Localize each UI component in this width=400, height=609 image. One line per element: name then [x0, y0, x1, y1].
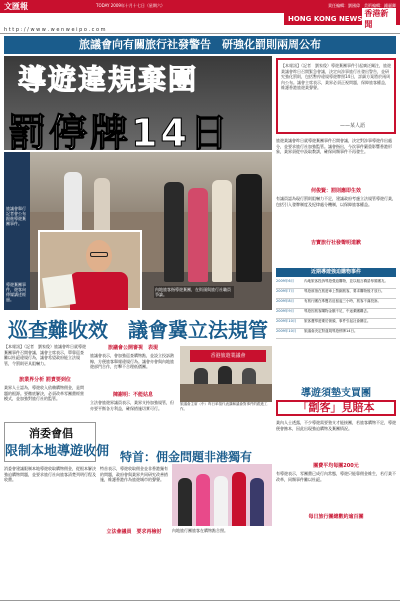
- inset-photo: [38, 230, 142, 310]
- website-url: h t t p : / / w w w . w e n w e i p o . c o m: [0, 26, 400, 34]
- mid-center-subheading: 旅議會公開審視 表現: [107, 345, 158, 351]
- right-bottom-subheading-2: 每日旅行團總數約逾百團: [308, 514, 364, 520]
- table-date: 2009年9月: [276, 309, 295, 313]
- left-caption-1: 旅議會舉行記者會公布跟進導遊棄團事件。: [6, 206, 26, 226]
- person-figure: [212, 180, 232, 282]
- right-bottom-subheading-1: 團費平均每團200元: [313, 463, 359, 469]
- right-bottom-column: [276, 420, 396, 522]
- mid-center-subheading-2: 陳謝明：不能姑息: [112, 392, 153, 398]
- glasses-icon: [90, 252, 108, 257]
- table-row: [276, 289, 396, 299]
- inset-document: [42, 274, 76, 308]
- right-column: [276, 138, 396, 248]
- mid-headline: 巡查難收效 議會冀立法規管: [8, 318, 268, 342]
- person-figure: [214, 476, 228, 526]
- mid-left-subheading: 旅業界分析 罰責要到位: [19, 377, 71, 383]
- table-text: 內地旅客投訴導遊強迫購物，並以粗言穢語辱罵團友。: [304, 279, 388, 283]
- hero-banner: [4, 56, 272, 150]
- inset-shirt: [70, 272, 128, 310]
- person-figure: [250, 478, 264, 526]
- mid-left-column: [4, 344, 86, 421]
- table-text: 旅議會決定對違規導遊停牌14日。: [304, 329, 358, 333]
- quote-box: [276, 58, 396, 134]
- quote-signature: ——某人語: [340, 123, 366, 129]
- table-date: 2009年10月: [276, 329, 297, 333]
- bottom-headline: 特首：佣金問題非港獨有: [119, 450, 252, 464]
- top-headline: 旅議會向有關旅行社發警告 研強化罰則兩周公布: [4, 36, 396, 54]
- right-bottom-paragraph-1: 業內人士透露，不少導遊需要墊支才能接團，若旅客購物不足，導遊便會蝕本，因此出現強迫購物及棄團情況。: [276, 420, 396, 431]
- meeting-photo: [180, 346, 272, 402]
- photo-caption: 內地旅客指導遊棄團，在街頭與旅行社職員爭論。: [154, 286, 234, 298]
- main-photo: [4, 152, 272, 310]
- quote-text: 【本報訊】（記者 劉家俊）導遊棄團事件引起廣泛關注，旅遊業議會昨日召開緊急會議，決定向涉事旅行社發出警告，並研究強化罰則，包括暫停違規導遊牌照14日，詳細方案將於兩周內公布。議會主席表示，業界必須正視問題，保障旅客權益，維護香港旅遊業聲譽。: [281, 63, 391, 90]
- person-figure: [236, 174, 262, 282]
- person-figure: [164, 182, 184, 282]
- table-row: [276, 309, 396, 319]
- bottom-center-column: [100, 466, 168, 535]
- right-bottom-paragraph-2: 有導遊表示，零團費已成行內常態，導遊只能靠佣金維生，若行業不改革，同類事件難以杜絕。: [276, 471, 396, 482]
- consumer-council-box: [4, 422, 110, 462]
- meeting-table: [180, 384, 272, 402]
- editor-credit: 責任編輯：劉國偉 美術編輯：鍾麗卿: [328, 3, 396, 8]
- table-date: 2009年8月: [276, 299, 295, 303]
- bottom-center-subheading: 立法會議員 要求再檢討: [106, 529, 162, 535]
- hero-headline-1: 導遊違規棄團: [18, 63, 199, 96]
- incident-table: [276, 279, 396, 339]
- group-photo-caption: 內地旅行團旅客在購物點合照。: [172, 528, 228, 533]
- table-row: [276, 329, 396, 339]
- right-subheading-2: 吉寶旅行社發聲明道歉: [310, 240, 361, 246]
- section-title-en: HONG KONG NEWS: [288, 15, 363, 23]
- person-figure: [218, 366, 232, 386]
- person-figure: [232, 472, 246, 526]
- person-figure: [178, 478, 192, 526]
- bottom-center-paragraph: 特首表示，導遊收取佣金並非香港獨有的問題，政府會與業界共同研究改善措施，維護香港作為旅遊城市的聲譽。: [100, 466, 168, 482]
- table-row: [276, 299, 396, 309]
- photo-left-panel: [4, 152, 30, 310]
- right-bottom-headline-1: 導遊須墊支買團: [301, 388, 371, 399]
- footer-divider: [0, 600, 400, 601]
- table-date: 2009年10月: [276, 319, 297, 323]
- table-text: 有旅行團在珠寶店逗留逾三小時，旅客不滿投訴。: [304, 299, 381, 303]
- mid-left-paragraph-2: 業界人士認為，導遊收入依賴購物佣金，是問題的根源。要徹底解決，必須改革零團費經營模式，並加強對旅行社的監管。: [4, 385, 84, 401]
- table-text: 旅客遭導遊棄於街頭，事件引起社會關注。: [304, 319, 371, 323]
- box-left-text: 消委會建議限制本地導遊收取購物佣金，從根本解決強迫購物問題，並要求旅行社向旅客清楚列明行程及收費。: [4, 466, 96, 482]
- table-date: 2009年6月: [276, 279, 295, 283]
- right-subheading-1: 何俊賢：罰則應即生效: [310, 188, 361, 194]
- meeting-banner: 香港旅遊業議會: [190, 350, 266, 362]
- table-row: [276, 279, 396, 289]
- section-title-zh: 香港新聞: [362, 8, 396, 30]
- group-photo: [172, 464, 272, 526]
- table-text: 導遊被指在旅遊車上禁錮旅客，要求購物後才放行。: [304, 289, 385, 293]
- mid-center-paragraph-1: 旅議會表示，會加強巡查購物點，並設立投訴熱線，方便旅客舉報違規行為。議會亦會與內地旅遊部門合作，打擊不合理低價團。: [90, 353, 174, 369]
- right-paragraph-1: 旅遊業議會昨日就導遊棄團事件召開會議，決定對涉事導遊作出處分，並要求旅行社加強監管。議會指出，今次事件嚴重影響香港形象，業界須從中汲取教訓，確保同類事件不再發生。: [276, 138, 392, 154]
- left-caption-2: 導遊棄團事件，遊客向傳媒講述經過。: [6, 282, 26, 302]
- table-row: [276, 319, 396, 329]
- mid-center-column: [90, 344, 176, 424]
- section-bar: [284, 9, 400, 29]
- meeting-caption: 旅議會主席（中）昨日率領代表講解議會對事件的跟進工作。: [180, 402, 268, 411]
- person-figure: [196, 474, 210, 526]
- table-text: 導遊因旅客購物金額不足，中途棄團離去。: [304, 309, 371, 313]
- box-headline-2: 限制本地導遊收佣: [5, 444, 110, 459]
- hero-headline-2: 罰停牌14日: [8, 111, 231, 150]
- mid-center-paragraph-2: 立法會旅遊界議員表示，業界支持加強規管，但亦要平衡各方利益，確保措施切實可行。: [90, 400, 174, 411]
- right-bottom-headline-2: 「劏客」見賠本: [276, 400, 396, 416]
- box-headline-1: 消委會倡: [29, 427, 73, 440]
- issue-date: TODAY 2009年十月十七日（星期六）: [96, 3, 165, 8]
- table-date: 2009年7月: [276, 289, 295, 293]
- person-figure: [188, 188, 208, 282]
- mid-left-paragraph-1: 【本報訊】（記者 劉家俊）旅議會昨日就導遊棄團事件召開會議，議會主席表示，單靠巡查難以杜絕違規行為，議會希望政府能立法規管，令罰則更具阻嚇力。: [4, 344, 86, 366]
- incident-table-title: 近期導遊強迫購物事件: [276, 268, 396, 277]
- newspaper-logo: 文匯報: [4, 2, 28, 11]
- right-paragraph-2: 有議員認為現行罰則阻嚇力不足，建議政府考慮立法規管導遊行業，包括引入發牌制度及紀律處分機制，以保障旅客權益。: [276, 196, 396, 207]
